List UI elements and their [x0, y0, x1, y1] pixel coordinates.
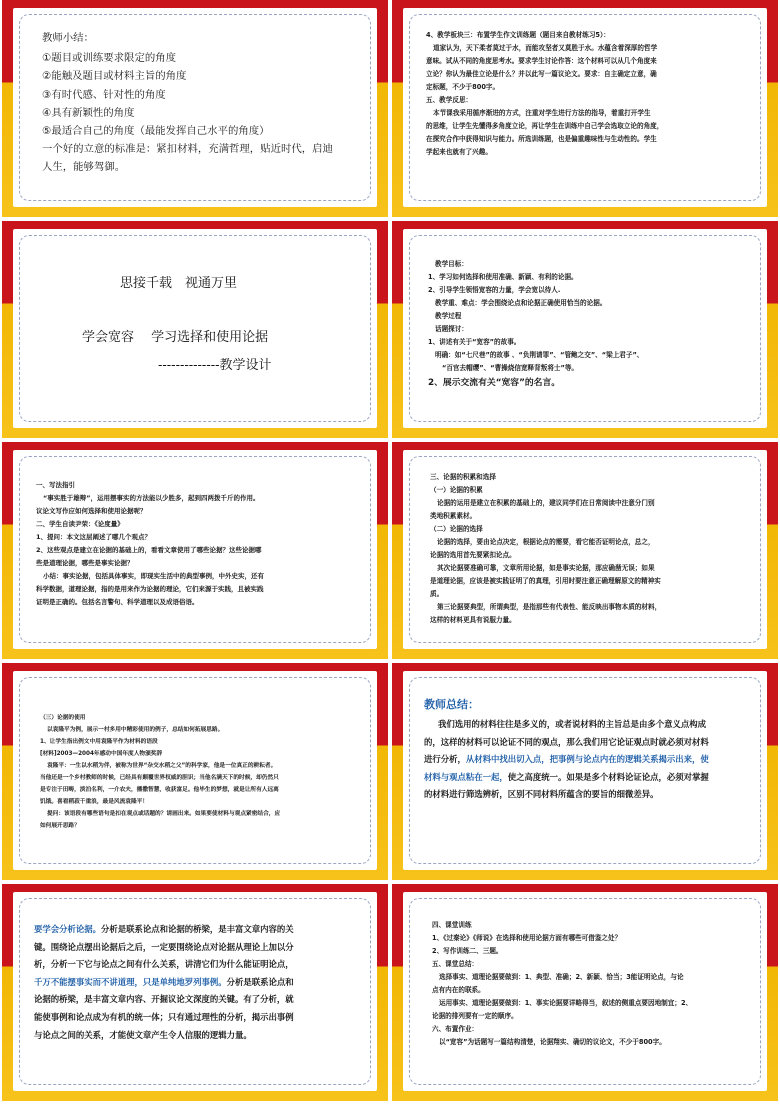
slide-content — [19, 456, 371, 643]
slide-content — [409, 14, 761, 201]
highlight-text: 要学会分析论据。 — [34, 924, 101, 934]
section-heading: 教学目标： — [435, 260, 468, 268]
paragraph-line: 学起来也就有了兴趣。 — [426, 148, 492, 156]
list-item: ③有时代感、针对性的角度 — [42, 88, 166, 101]
paragraph-line: 能使事例和论点成为有机的统一体；只有通过理性的分析，揭示出事例 — [34, 1011, 294, 1022]
slide-writing-guide[interactable] — [2, 442, 388, 659]
slide-panel — [403, 450, 767, 649]
slide-panel — [13, 8, 377, 207]
slide-content — [19, 235, 371, 422]
section-heading: 五、课堂总结： — [432, 960, 479, 968]
page-title: 学会宽容 学习选择和使用论据 — [82, 330, 269, 345]
slide-writing-exercise[interactable] — [392, 0, 778, 217]
title-slogan: 思接千载 视通万里 — [120, 276, 238, 291]
page-subtitle: --------------教学设计 — [158, 358, 272, 373]
slide-panel — [403, 671, 767, 870]
paragraph-line: 以“宽容”为话题写一篇结构清楚，论据翔实、确切的议论文，不少于800字。 — [439, 1038, 666, 1046]
list-item: 1、《过秦论》《师说》在选择和使用论据方面有哪些可借鉴之处？ — [432, 934, 622, 942]
paragraph-line — [424, 769, 746, 787]
slide-heading: 4、教学板块三：布置学生作文训练题（题目来自教材练习5）： — [426, 31, 610, 39]
slide-panel — [13, 450, 377, 649]
slide-panel — [13, 892, 377, 1091]
paragraph-line: 科学数据，道理论据，指的是用来作为论据的理论，它们来源于实践，且被实践 — [36, 585, 264, 593]
paragraph-line: 小结：事实论据，包括具体事实，即现实生活中的典型事例，中外史实，还有 — [43, 572, 264, 580]
paragraph-line: 运用事实、道理论据要做到：1、事实论据要详略得当，叙述的侧重点要因地制宜；2、 — [439, 999, 693, 1007]
paragraph-line: 如何展开思路？ — [40, 823, 80, 829]
paragraph-line: 一个好的立意的标准是：紧扣材料，充满哲理，贴近时代，启迪 — [42, 143, 333, 156]
paragraph-line: 的思维，让学生先懂得多角度立论，再让学生在训练中自己学会选取立论的角度， — [426, 122, 664, 130]
paragraph-line: 论据的选用首先要紧扣论点。 — [430, 551, 516, 559]
slide-title[interactable] — [2, 221, 388, 438]
paragraph-line: 选择事实、道理论据要做到：1、典型、准确；2、新颖、恰当；3能证明论点，与论 — [439, 973, 684, 981]
list-item: 1、讲述有关于“宽容”的故事。 — [428, 338, 521, 346]
paragraph-line: 与论点之间的关系，才能使文章产生令人信服的逻辑力量。 — [34, 1029, 252, 1040]
slide-teacher-conclusion[interactable] — [392, 663, 778, 880]
paragraph-line: 论据的排列要有一定的顺序。 — [432, 1012, 518, 1020]
slide-evidence-usage[interactable] — [2, 663, 388, 880]
paragraph-line: 立论？你认为最佳立论是什么？并以此写一篇议论文。要求：自主确定立意，确 — [426, 70, 657, 78]
slide-analyze-evidence[interactable] — [2, 884, 388, 1101]
slide-teaching-goals[interactable] — [392, 221, 778, 438]
paragraph-line: 以袁隆平为例，展示一村多用中精彩使用的例子，总结如何拓展思路。 — [47, 727, 224, 733]
list-item: 2、写作训练二、三题。 — [432, 947, 503, 955]
paragraph-line: “百官去帽缨”、“曹操烧信宽释背叛将士”等。 — [442, 364, 579, 372]
slide-content — [409, 677, 761, 864]
paragraph-line: 其次论据要准确可靠，文章所用论据，如是事实论据，那应确凿无误；如果 — [437, 564, 655, 572]
paragraph-line: 本节课我采用循序渐进的方式，注重对学生进行方法的指导，着重打开学生 — [433, 109, 651, 117]
slide-panel — [13, 229, 377, 428]
section-heading: 六、布置作业： — [432, 1025, 479, 1033]
paragraph-line: 论据的桥梁，是丰富文章内容、开掘议论文深度的关键。有了分析，就 — [34, 994, 294, 1005]
paragraph-line: 提问：该语段有哪些语句是扣在观点或话题的？请画出来。如果要使材料与观点紧密结合，应 — [47, 811, 281, 817]
slide-class-practice[interactable] — [392, 884, 778, 1101]
highlight-text: 从材料中找出切入点，把事例与论点内在的逻辑关系揭示出来，使 — [465, 754, 709, 765]
paragraph-line: 是专注于田畴，淡泊名利，一介农夫，播撒智慧，收获富足。他毕生的梦想，就是让所有人远离 — [40, 787, 279, 793]
list-item: 2、引导学生领悟宽容的力量，学会宽以待人. — [428, 286, 561, 294]
paragraph-line: 的材料进行筛选辨析，区别不同材料所蕴含的要旨的细微差异。 — [424, 789, 659, 800]
section-heading: 五、教学反思： — [426, 96, 473, 104]
paragraph-line: 是道理论据，应该是被实践证明了的真理，引用时要注意正确理解原文的精神实 — [430, 577, 661, 585]
list-item: 1、让学生指出例文中用袁隆平作为材料的语段 — [40, 739, 158, 745]
list-item: ①题目或训练要求限定的角度 — [42, 52, 177, 65]
paragraph-line: “事实胜于雄辩”，运用摆事实的方法能以少胜多，起到四两拨千斤的作用。 — [43, 494, 260, 502]
paragraph-line: 这样的材料更具有说服力量。 — [430, 616, 516, 624]
section-heading: 三、论据的积累和选择 — [430, 473, 496, 481]
paragraph-line: 教学重、难点：学会围绕论点和论据正确使用恰当的论据。 — [435, 299, 607, 307]
paragraph-line: 析，分析一下它与论点之间有什么关系，讲清它们为什么能证明论点， — [34, 959, 294, 970]
highlight-text: 材料与观点粘在一起， — [424, 771, 508, 782]
text-run: 分析是联系论点和论据的桥梁，是丰富文章内容的关 — [101, 924, 294, 934]
section-heading: 二、学生自读尹荣：《论度量》 — [36, 520, 124, 528]
paragraph-line: 些是道理论据，哪些是事实论据？ — [36, 559, 134, 567]
paragraph-line — [34, 974, 358, 992]
paragraph-line: 我们选用的材料往往是多义的，或者说材料的主旨总是由多个意义点构成 — [438, 719, 706, 729]
list-item: 2、这些观点是建立在论据的基础上的，看看文章使用了哪些论据？这些论据哪 — [36, 546, 262, 554]
paragraph-line: 第三论据要典型，所谓典型，是指那些有代表性、能反映出事物本质的材料， — [437, 603, 662, 611]
paragraph-line: 论据的选择，要由论点决定，根据论点的需要，看它能否证明论点，总之， — [437, 538, 655, 546]
paragraph-line: 袁隆平：一生以水稻为伴，被称为世界“杂交水稻之父”的科学家，他是一位真正的耕耘者。 — [47, 763, 277, 769]
paragraph-line: 当他还是一个乡村教师的时候，已经具有颠覆世界权威的胆识；当他名满天下的时候，却仍然只 — [40, 775, 279, 781]
slide-panel — [403, 8, 767, 207]
text-run: 进行分析， — [424, 754, 466, 765]
section-heading: （一）论据的积累 — [430, 486, 483, 494]
section-heading: （三）论据的使用 — [40, 715, 86, 721]
list-item: 1、提问：本文这层阐述了哪几个观点？ — [36, 533, 152, 541]
paragraph-line: 道家认为，天下柔者莫过于水，而能攻坚者又莫胜于水。水蕴含着深厚的哲学 — [433, 44, 658, 52]
section-heading: 话题探讨： — [435, 325, 468, 333]
slide-panel — [13, 671, 377, 870]
paragraph-line: 类地积累素材。 — [430, 512, 477, 520]
list-item: ②能触及题目或材料主旨的角度 — [42, 70, 187, 83]
slide-content — [409, 898, 761, 1085]
paragraph-line: 人生，能够驾御。 — [42, 161, 126, 174]
slide-content — [409, 235, 761, 422]
paragraph-line: 点有内在的联系。 — [432, 986, 485, 994]
paragraph-line — [424, 751, 746, 769]
paragraph-line — [34, 921, 358, 939]
paragraph-line: 质。 — [430, 590, 444, 598]
slide-content — [19, 14, 371, 201]
slide-panel — [403, 229, 767, 428]
slide-panel — [403, 892, 767, 1091]
slide-heading: 教师小结： — [42, 32, 94, 44]
list-item: 1、学习如何选择和使用准确、新颖、有利的论据。 — [428, 273, 578, 281]
paragraph-line: 证明是正确的。包括名言警句、科学道理以及成语俗语。 — [36, 598, 199, 606]
paragraph-line: 在探究合作中获得知识与能力。所选训练题，也是偏重趣味性与生动性的。学生 — [426, 135, 657, 143]
list-item: ⑤最适合自己的角度（最能发挥自己水平的角度） — [42, 125, 270, 138]
paragraph-line: [材料]2003—2004年感动中国年度人物颁奖辞 — [40, 751, 163, 757]
slide-content — [409, 456, 761, 643]
slide-content — [19, 898, 371, 1085]
list-item: ④具有新颖性的角度 — [42, 106, 135, 119]
slide-heading: 教师总结： — [424, 698, 479, 711]
slide-teacher-summary-angles[interactable] — [2, 0, 388, 217]
paragraph-line: 定标题，不少于800字。 — [426, 83, 500, 91]
paragraph-line: 饥饿。喜看稻菽千重浪，最是风流袁隆平！ — [40, 799, 149, 805]
slide-evidence-selection[interactable] — [392, 442, 778, 659]
text-run: 分析是联系论点和 — [226, 976, 294, 987]
slide-content — [19, 677, 371, 864]
paragraph-line: 的，这样的材料可以论证不同的观点，那么我们用它论证观点时就必须对材料 — [424, 736, 709, 747]
paragraph-line: 明确：如“七尺巷”的故事 、“负荆请罪”、“管鲍之交”、“梁上君子”、 — [435, 351, 644, 359]
section-heading: 四、课堂训练 — [432, 921, 472, 929]
section-heading: 教学过程 — [435, 312, 462, 320]
section-heading: 一、写法指引 — [36, 481, 75, 489]
paragraph-line: 论据的运用是建立在积累的基础上的，建议同学们在日常阅读中注意分门别 — [437, 499, 655, 507]
paragraph-line: 键。围绕论点摆出论据后之后，一定要围绕论点对论据从理论上加以分 — [34, 941, 294, 952]
highlight-text: 千万不能摆事实而不讲道理，只是单纯地罗列事例。 — [34, 976, 227, 987]
text-run: 使之高度统一。如果是多个材料论证论点，必须对掌握 — [507, 771, 709, 782]
paragraph-line: 意味。试从不同的角度思考水。要求学生讨论作答：这个材料可以从几个角度来 — [426, 57, 657, 65]
list-item: 2、展示交流有关“宽容”的名言。 — [428, 378, 561, 388]
paragraph-line: 议论文写作应如何选择和使用论据呢？ — [36, 507, 147, 515]
section-heading: （二）论据的选择 — [430, 525, 483, 533]
